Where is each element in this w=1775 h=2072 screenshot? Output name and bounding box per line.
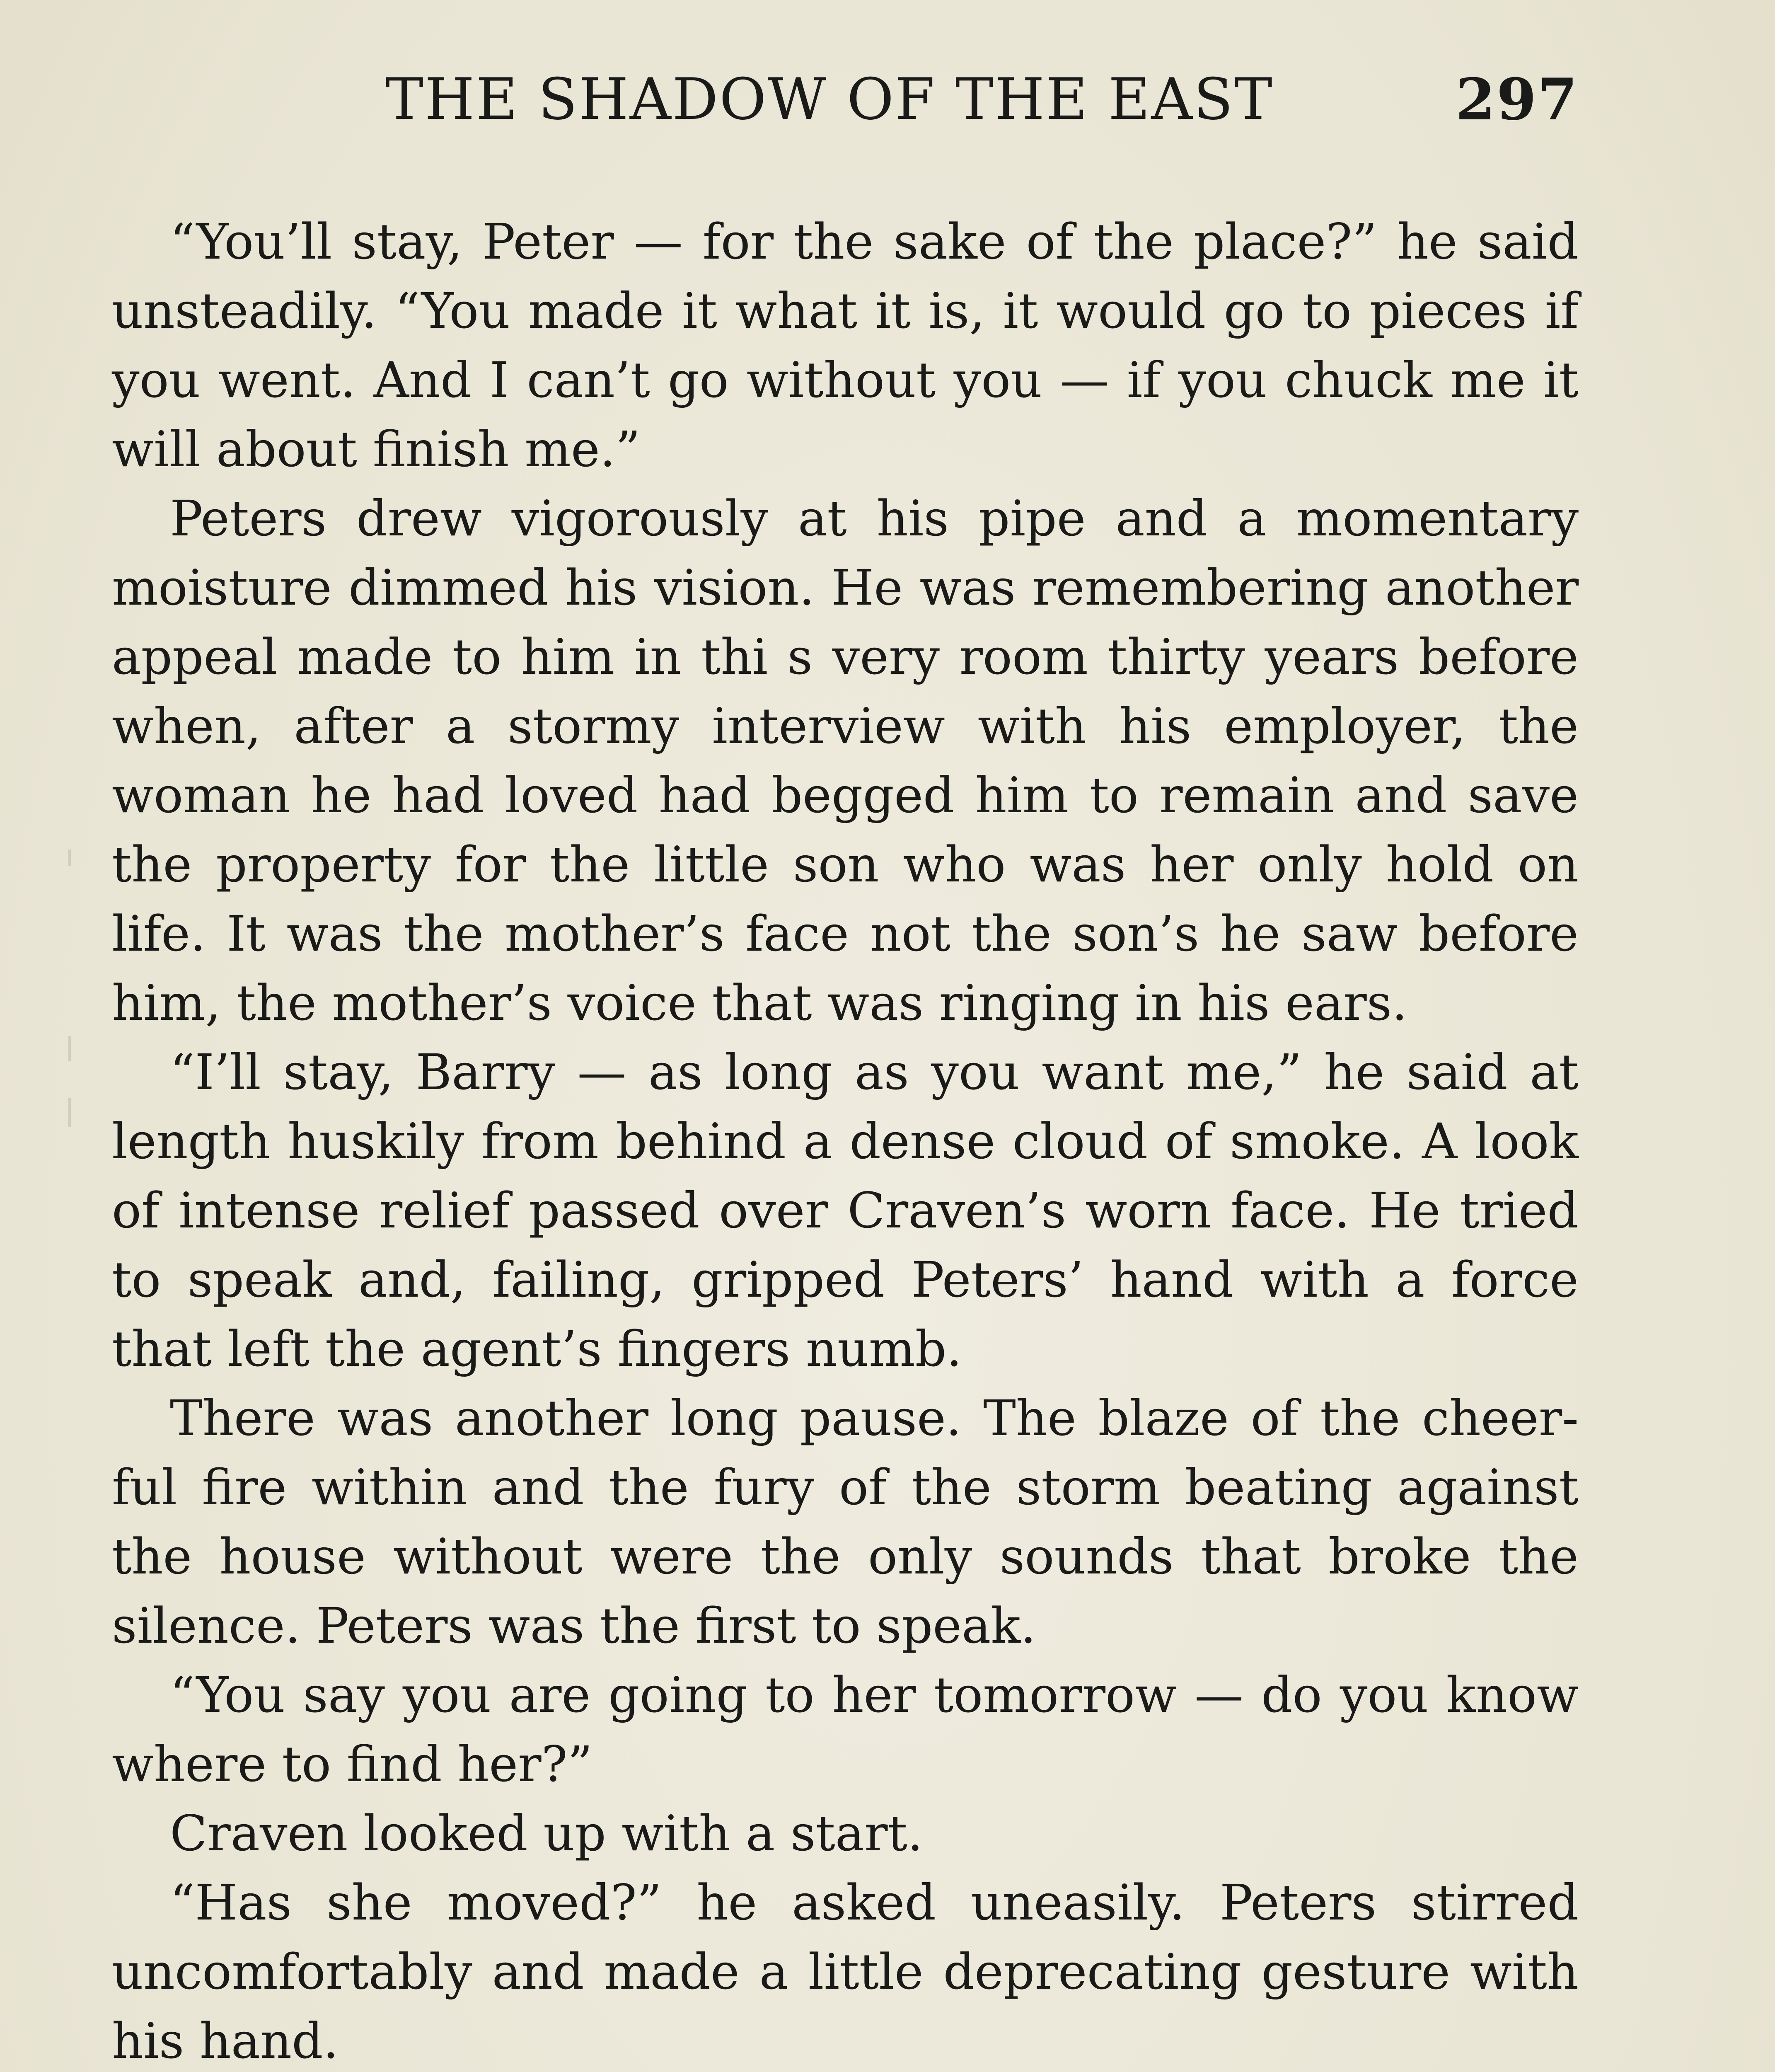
body-text <box>112 207 1579 2072</box>
page-number: 297 <box>1455 65 1579 133</box>
paragraph: Craven looked up with a start. <box>170 1805 923 1862</box>
paragraph: “You’ll stay, Peter — for the sake of the place?” he said unsteadily. “You made it what it is, it would go to pieces if you went. And I can’t go without you — if you chuck me it will about finish me.” <box>112 213 1579 478</box>
paragraph: Peters drew vigorously at his pipe and a momentary moisture dimmed his vision. He was remembering another appeal made to him in thi s very room thirty years before when, after a stormy interview with his employer, the woman he had loved had begged him to remain and save the property for the little son who was her only hold on life. It was the mother’s face not the son’s he saw before him, the mother’s voice that was ringing in his ears. <box>112 490 1579 1031</box>
paragraph: “You say you are going to her tomorrow — do you know where to find her?” <box>112 1666 1579 1793</box>
paragraph: “I’ll stay, Barry — as long as you want me,” he said at length huskily from behind a dense cloud of smoke. A look of intense relief passed over Craven’s worn face. He tried to speak and, failing, gripped Peters’ hand with a force that left the agent’s fingers numb. <box>112 1043 1579 1377</box>
gutter-speck <box>68 1036 71 1061</box>
paragraph: There was another long pause. The blaze of the cheer-ful fire within and the fury of the storm beating against the house without were the only sounds that broke the silence. Peters was the first to speak. <box>112 1389 1579 1654</box>
gutter-speck <box>68 850 71 866</box>
page-header <box>112 64 1579 135</box>
paragraph: “Has she moved?” he asked uneasily. Peters stirred uncomfortably and made a little deprecating gesture with his hand. <box>112 1874 1579 2070</box>
running-head: THE SHADOW OF THE EAST <box>385 66 1274 133</box>
gutter-speck <box>68 1098 71 1127</box>
